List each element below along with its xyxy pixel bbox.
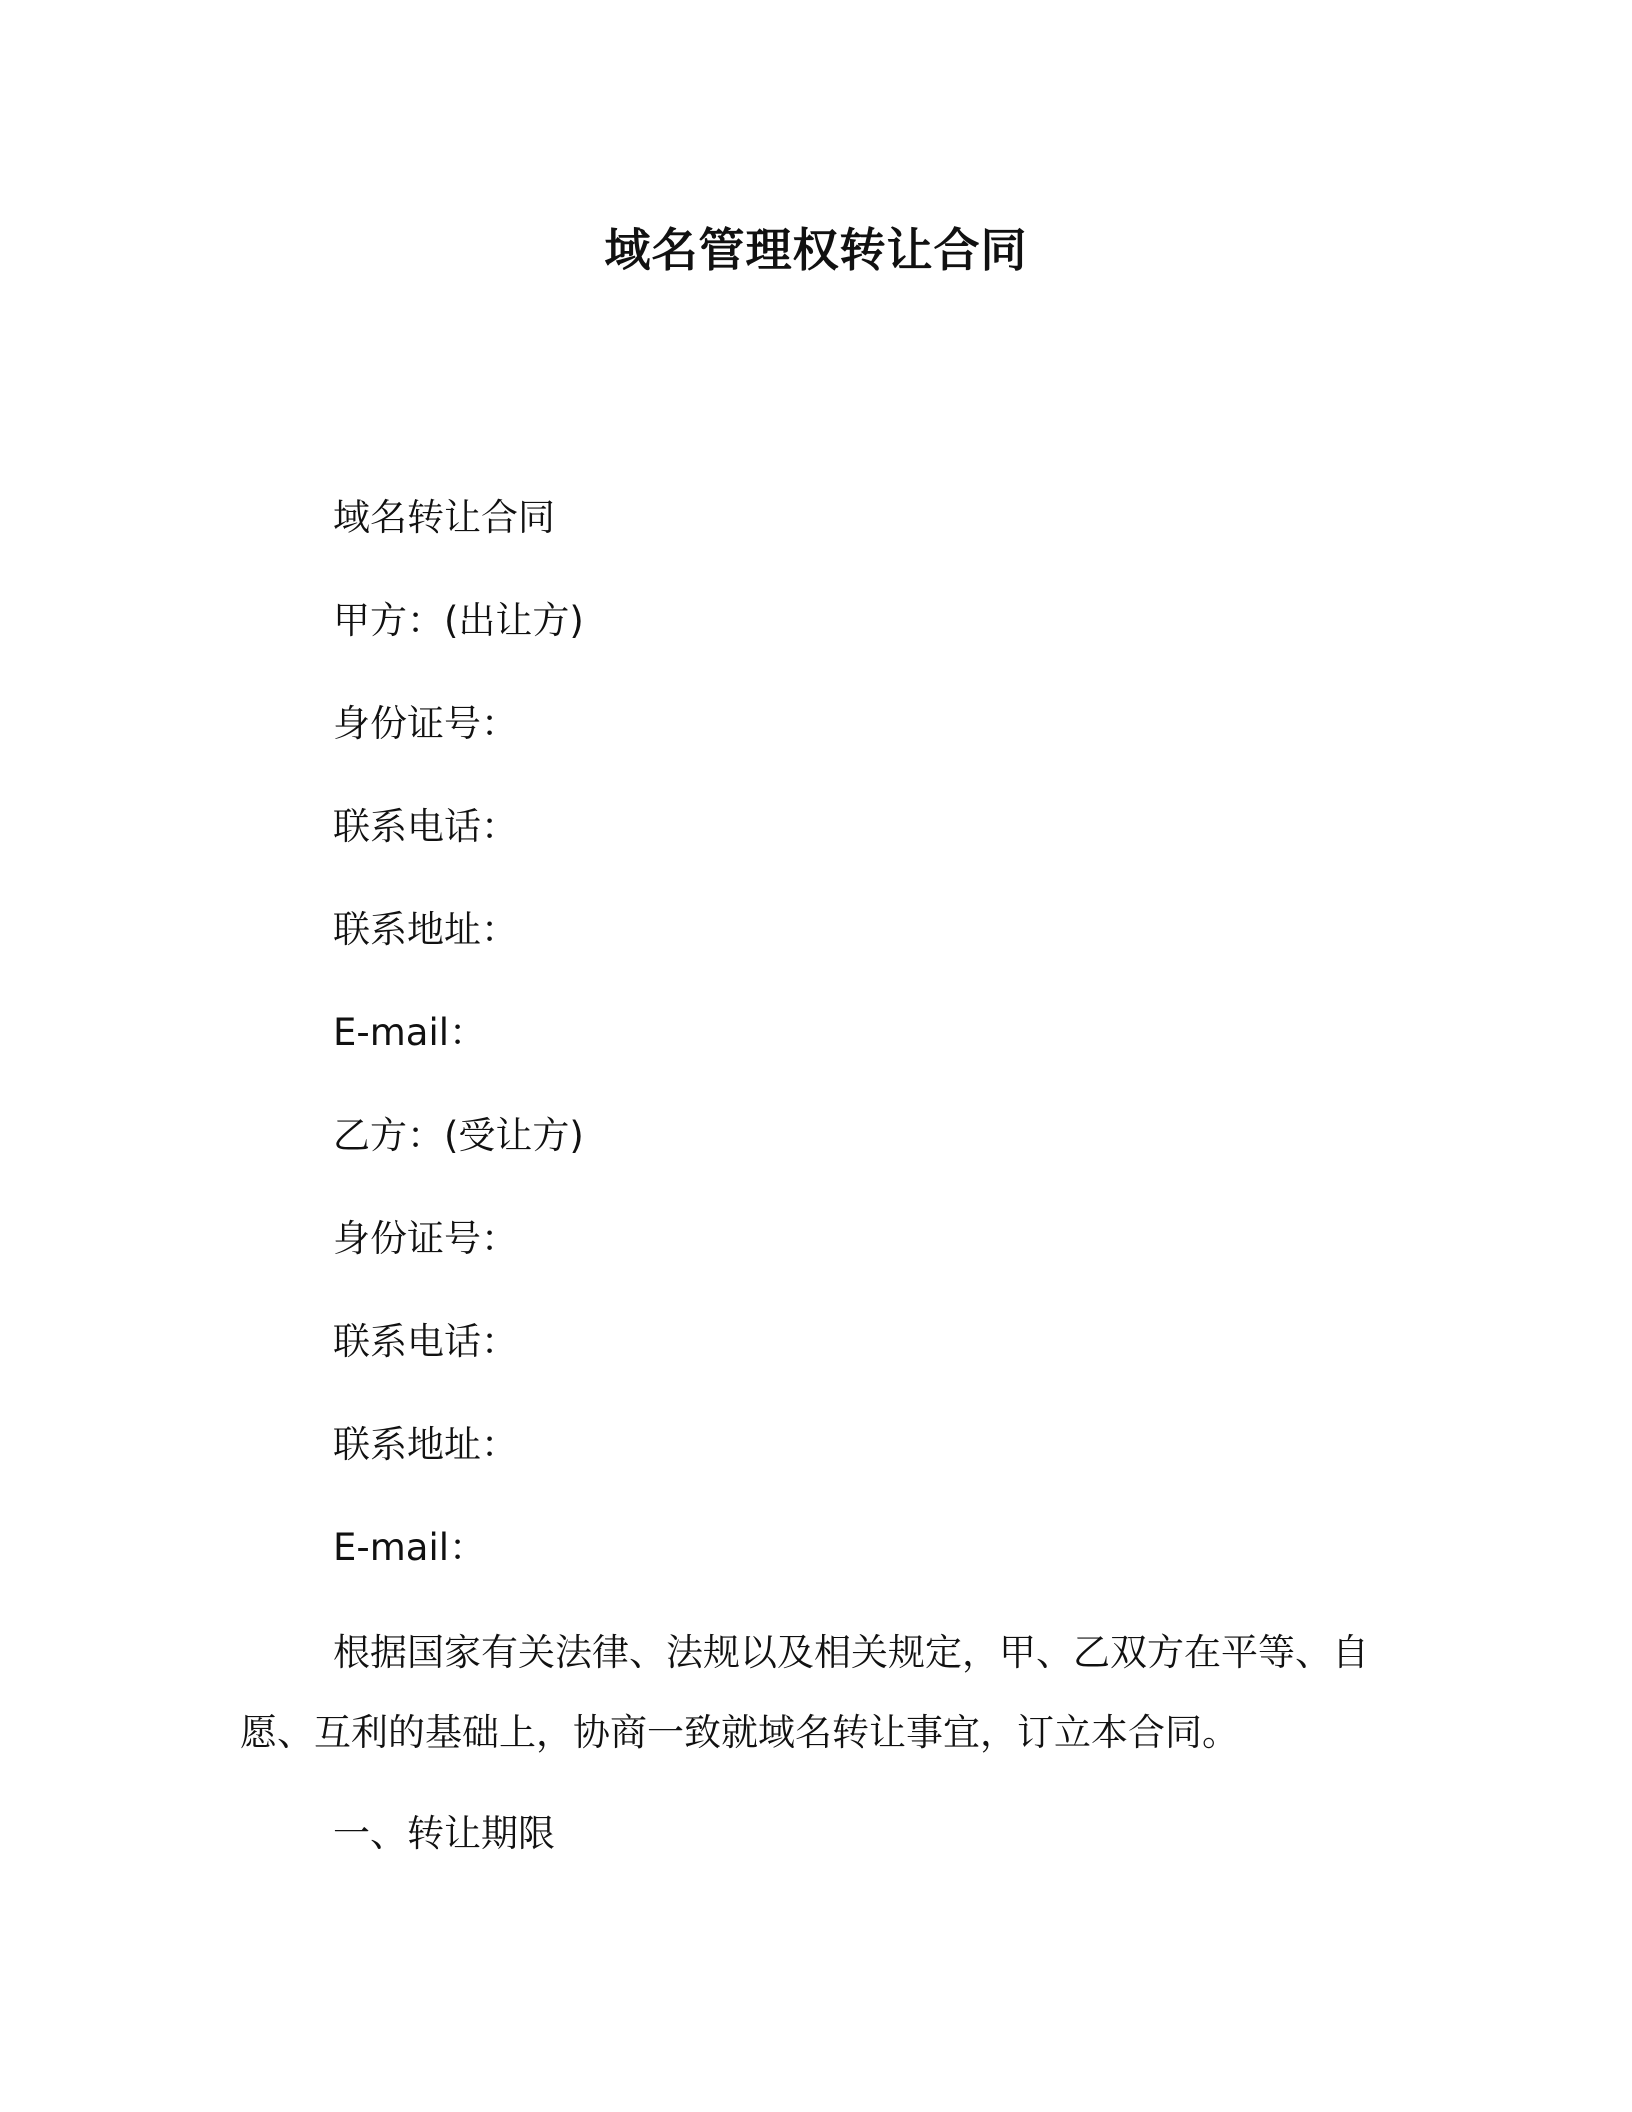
preamble-paragraph: 根据国家有关法律、法规以及相关规定，甲、乙双方在平等、自愿、互利的基础上，协商一致就域名转让事宜，订立本合同。 bbox=[240, 1631, 1369, 1754]
contract-subtitle: 域名转让合同 bbox=[333, 496, 555, 539]
party-a-phone: 联系电话： bbox=[333, 805, 518, 848]
party-a-email: E-mail： bbox=[333, 1011, 487, 1054]
party-b-email: E-mail： bbox=[333, 1526, 487, 1569]
party-a-address: 联系地址： bbox=[333, 908, 518, 951]
party-a-id-number: 身份证号： bbox=[333, 702, 518, 745]
party-b-label: 乙方：(受让方) bbox=[333, 1114, 584, 1157]
document-title: 域名管理权转让合同 bbox=[604, 223, 1028, 277]
party-b-phone: 联系电话： bbox=[333, 1320, 518, 1363]
section-heading-transfer-period: 一、转让期限 bbox=[333, 1812, 555, 1855]
party-a-label: 甲方：(出让方) bbox=[333, 599, 584, 642]
party-b-address: 联系地址： bbox=[333, 1423, 518, 1466]
party-b-id-number: 身份证号： bbox=[333, 1217, 518, 1260]
